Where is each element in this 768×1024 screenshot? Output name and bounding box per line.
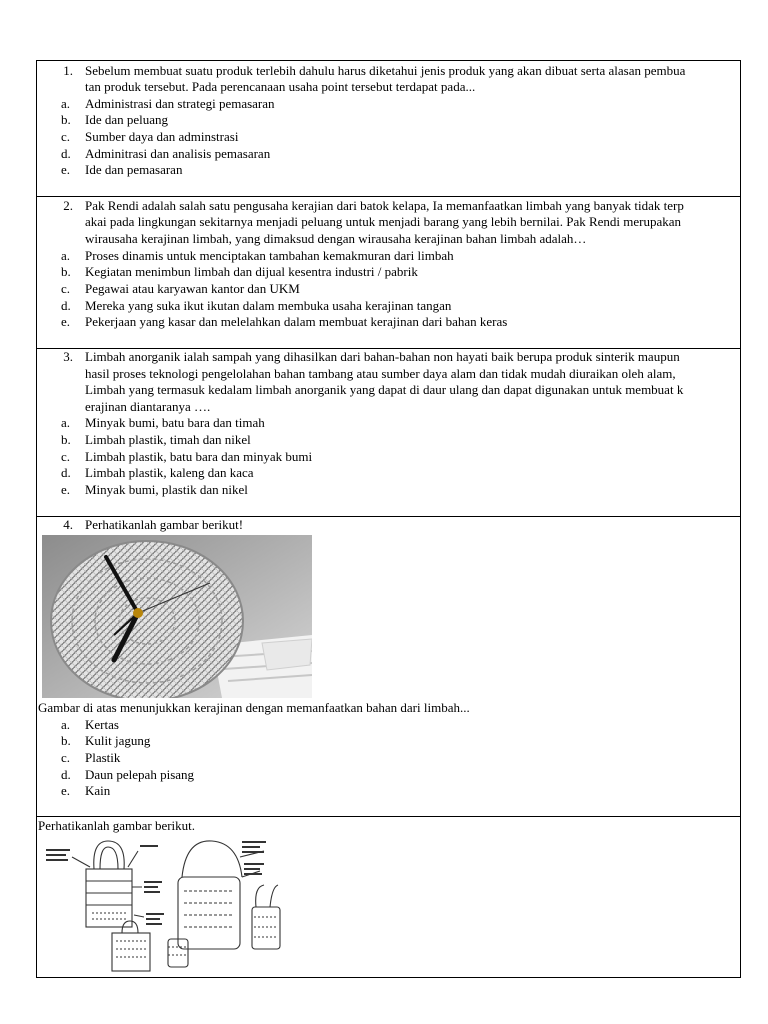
question-line: [37, 63, 740, 80]
option-letter: a.: [61, 717, 71, 732]
question-after-image: [37, 700, 740, 717]
option-letter: b.: [61, 112, 71, 127]
option-text: Kain: [85, 783, 111, 798]
option-text: Plastik: [85, 750, 121, 765]
question-table: [36, 60, 741, 978]
question-cell-3: [37, 349, 740, 517]
option-c: [37, 281, 740, 298]
option-a: [37, 248, 740, 265]
option-letter: d.: [61, 465, 71, 480]
option-text: Daun pelepah pisang: [85, 767, 195, 782]
option-letter: d.: [61, 298, 71, 313]
option-text: Ide dan peluang: [85, 112, 169, 127]
question-cell-5: [37, 817, 740, 977]
option-letter: c.: [61, 449, 71, 464]
option-letter: c.: [61, 129, 71, 144]
option-text: Sumber daya dan adminstrasi: [85, 129, 239, 144]
option-text: Limbah plastik, batu bara dan minyak bumi: [85, 449, 313, 464]
option-b: [37, 432, 740, 449]
question-text: akai pada lingkungan sekitarnya menjadi peluang untuk menjadi barang yang lebih bernilai. Pak Rendi merupakan: [85, 214, 682, 229]
option-d: [37, 767, 740, 784]
question-line: [37, 214, 740, 231]
question-text: Pak Rendi adalah salah satu pengusaha kerajian dari batok kelapa, Ia memanfaatkan limbah yang banyak tidak terp: [85, 198, 684, 213]
question-line: [37, 79, 740, 96]
question-cell-2: [37, 197, 740, 349]
option-letter: b.: [61, 432, 71, 447]
option-c: [37, 750, 740, 767]
recycled-bags-sketch: [42, 837, 282, 977]
bag-sketch-image: [42, 837, 282, 977]
question-text: Limbah anorganik ialah sampah yang dihasilkan dari bahan-bahan non hayati baik berupa produk sinterik maupun: [85, 349, 680, 364]
question-line: [37, 818, 740, 835]
question-text: wirausaha kerajinan limbah, yang dimaksud dengan wirausaha kerajinan bahan limbah adalah…: [85, 231, 587, 246]
option-letter: e.: [61, 314, 71, 329]
option-text: Mereka yang suka ikut ikutan dalam membuka usaha kerajinan tangan: [85, 298, 452, 313]
option-d: [37, 298, 740, 315]
option-letter: b.: [61, 733, 71, 748]
question-line: [37, 399, 740, 416]
option-letter: e.: [61, 162, 71, 177]
option-letter: a.: [61, 415, 71, 430]
option-letter: b.: [61, 264, 71, 279]
option-a: [37, 96, 740, 113]
option-text: Kulit jagung: [85, 733, 151, 748]
option-text: Limbah plastik, timah dan nikel: [85, 432, 251, 447]
option-b: [37, 264, 740, 281]
option-letter: a.: [61, 248, 71, 263]
question-number: 3.: [63, 349, 73, 364]
question-text: tan produk tersebut. Pada perencanaan usaha point tersebut terdapat pada...: [85, 79, 476, 94]
question-line: [37, 231, 740, 248]
option-letter: e.: [61, 783, 71, 798]
option-letter: c.: [61, 281, 71, 296]
question-text: Perhatikanlah gambar berikut!: [85, 517, 244, 532]
option-a: [37, 415, 740, 432]
question-text: hasil proses teknologi pengelolahan bahan tambang atau sumber daya alam dan tidak mudah diuraikan oleh alam,: [85, 366, 676, 381]
option-a: [37, 717, 740, 734]
question-line: [37, 349, 740, 366]
question-line: [37, 382, 740, 399]
option-e: [37, 783, 740, 800]
question-line: [37, 198, 740, 215]
option-letter: e.: [61, 482, 71, 497]
option-text: Pegawai atau karyawan kantor dan UKM: [85, 281, 300, 296]
option-text: Kegiatan menimbun limbah dan dijual kesentra industri / pabrik: [85, 264, 418, 279]
option-letter: d.: [61, 146, 71, 161]
option-e: [37, 314, 740, 331]
option-text: Limbah plastik, kaleng dan kaca: [85, 465, 254, 480]
option-letter: a.: [61, 96, 71, 111]
option-text: Minyak bumi, plastik dan nikel: [85, 482, 248, 497]
question-cell-4: [37, 517, 740, 817]
question-line: [37, 517, 740, 534]
option-b: [37, 112, 740, 129]
paper-clip-clock-photo: [42, 535, 312, 698]
question-text: Sebelum membuat suatu produk terlebih dahulu harus diketahui jenis produk yang akan dibuat serta alasan pembua: [85, 63, 686, 78]
option-c: [37, 129, 740, 146]
question-text: Gambar di atas menunjukkan kerajinan dengan memanfaatkan bahan dari limbah...: [38, 700, 470, 715]
question-line: [37, 366, 740, 383]
question-number: 2.: [63, 198, 73, 213]
option-letter: d.: [61, 767, 71, 782]
question-text: Perhatikanlah gambar berikut.: [38, 818, 196, 833]
question-cell-1: [37, 61, 740, 197]
option-e: [37, 482, 740, 499]
option-d: [37, 465, 740, 482]
option-text: Adminitrasi dan analisis pemasaran: [85, 146, 271, 161]
question-text: erajinan diantaranya ….: [85, 399, 211, 414]
option-text: Pekerjaan yang kasar dan melelahkan dalam membuat kerajinan dari bahan keras: [85, 314, 508, 329]
option-d: [37, 146, 740, 163]
question-number: 4.: [63, 517, 73, 532]
option-text: Administrasi dan strategi pemasaran: [85, 96, 275, 111]
option-c: [37, 449, 740, 466]
question-number: 1.: [63, 63, 73, 78]
woven-paper-clock-image: [42, 535, 312, 698]
option-text: Proses dinamis untuk menciptakan tambahan kemakmuran dari limbah: [85, 248, 454, 263]
option-text: Minyak bumi, batu bara dan timah: [85, 415, 265, 430]
option-text: Ide dan pemasaran: [85, 162, 183, 177]
option-letter: c.: [61, 750, 71, 765]
option-text: Kertas: [85, 717, 119, 732]
option-e: [37, 162, 740, 179]
question-text: Limbah yang termasuk kedalam limbah anorganik yang dapat di daur ulang dan dapat digunakan untuk membuat k: [85, 382, 684, 397]
option-b: [37, 733, 740, 750]
